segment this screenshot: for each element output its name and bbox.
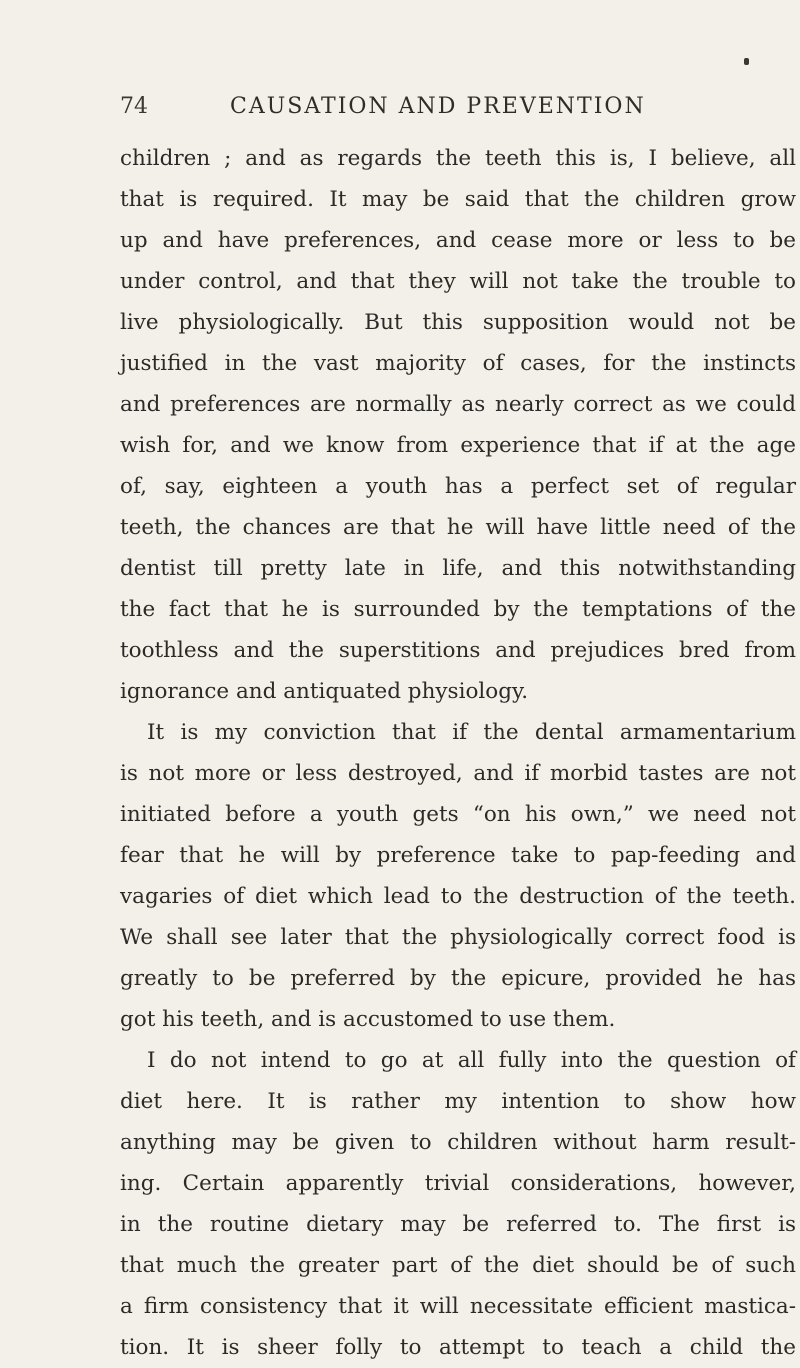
body-text <box>120 138 796 1368</box>
text-line: got his teeth, and is accustomed to use them. <box>120 1007 616 1032</box>
running-head: CAUSATION AND PREVENTION <box>230 94 646 119</box>
text-line: the fact that he is surrounded by the temptations of the <box>120 597 796 622</box>
ink-mark <box>744 58 749 65</box>
text-line: fear that he will by preference take to pap-feeding and <box>120 843 796 868</box>
text-line: tion. It is sheer folly to attempt to teach a child the <box>120 1335 796 1360</box>
text-line: toothless and the superstitions and prejudices bred from <box>120 638 796 663</box>
text-line: ignorance and antiquated physiology. <box>120 679 529 704</box>
text-line: We shall see later that the physiologically correct food is <box>120 925 796 950</box>
text-line: I do not intend to go at all fully into the question of <box>147 1048 796 1073</box>
text-line: and preferences are normally as nearly correct as we could <box>120 392 796 417</box>
text-line: diet here. It is rather my intention to show how <box>120 1089 796 1114</box>
text-line: children ; and as regards the teeth this is, I believe, all <box>120 146 796 171</box>
text-line: in the routine dietary may be referred to. The first is <box>120 1212 796 1237</box>
text-line: a firm consistency that it will necessitate efficient mastica- <box>120 1294 796 1319</box>
text-line: justified in the vast majority of cases, for the instincts <box>120 351 796 376</box>
text-line: under control, and that they will not take the trouble to <box>120 269 796 294</box>
text-line: that much the greater part of the diet should be of such <box>120 1253 796 1278</box>
text-line: live physiologically. But this supposition would not be <box>120 310 796 335</box>
text-line: that is required. It may be said that the children grow <box>120 187 796 212</box>
text-line: greatly to be preferred by the epicure, provided he has <box>120 966 796 991</box>
page-number: 74 <box>120 94 148 119</box>
text-line: dentist till pretty late in life, and this notwithstanding <box>120 556 796 581</box>
page-header <box>120 92 800 122</box>
text-line: anything may be given to children without harm result- <box>120 1130 796 1155</box>
text-line: of, say, eighteen a youth has a perfect set of regular <box>120 474 796 499</box>
text-line: is not more or less destroyed, and if morbid tastes are not <box>120 761 796 786</box>
text-line: up and have preferences, and cease more or less to be <box>120 228 796 253</box>
text-line: initiated before a youth gets “on his own,” we need not <box>120 802 796 827</box>
text-line: vagaries of diet which lead to the destruction of the teeth. <box>120 884 796 909</box>
text-line: It is my conviction that if the dental armamentarium <box>147 720 796 745</box>
text-line: teeth, the chances are that he will have little need of the <box>120 515 796 540</box>
text-line: ing. Certain apparently trivial considerations, however, <box>120 1171 796 1196</box>
text-line: wish for, and we know from experience that if at the age <box>120 433 796 458</box>
